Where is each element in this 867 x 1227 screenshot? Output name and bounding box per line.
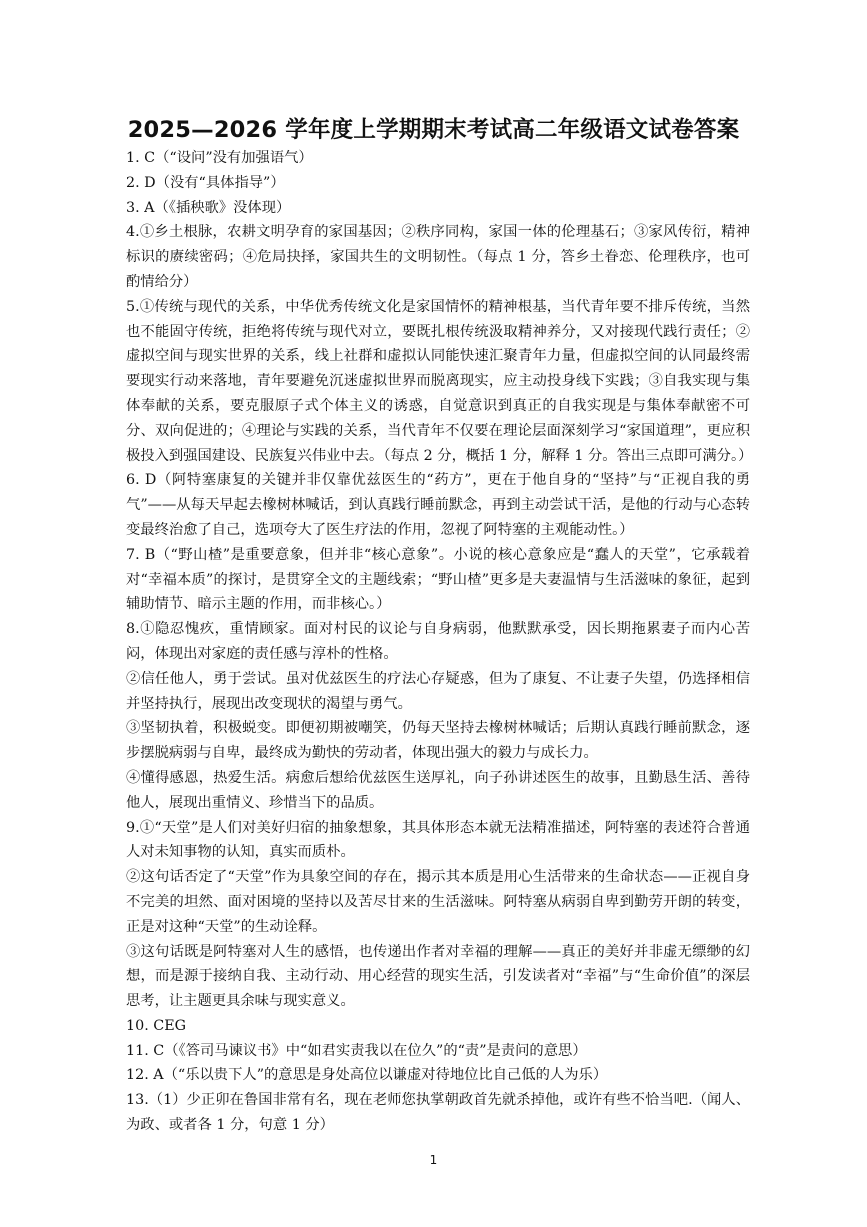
answer-item: 8.①隐忍愧疚，重情顾家。面对村民的议论与自身病弱，他默默承受，因长期拖累妻子而内心苦闷，体现出对家庭的责任感与淳朴的性格。: [126, 621, 750, 662]
answer-item: 7. B（“野山楂”是重要意象，但并非“核心意象”。小说的核心意象应是“蠢人的天堂”，它承载着对“幸福本质”的探讨，是贯穿全文的主题线索；“野山楂”更多是夫妻温情与生活滋味的象征，起到辅助情节、暗示主题的作用，而非核心。）: [126, 546, 750, 613]
answer-item: 6. D（阿特塞康复的关键并非仅靠优兹医生的“药方”，更在于他自身的“坚持”与“正视自我的勇气”——从每天早起去橡树林喊话，到认真践行睡前默念，再到主动尝试干活，是他的行动与心态转变最终治愈了自己，选项夸大了医生疗法的作用，忽视了阿特塞的主观能动性。）: [126, 472, 750, 538]
answer-item: ④懂得感恩，热爱生活。病愈后想给优兹医生送厚礼，向子孙讲述医生的故事，且勤恳生活、善待他人，展现出重情义、珍惜当下的品质。: [126, 769, 750, 811]
answer-item: 4.①乡土根脉，农耕文明孕育的家国基因；②秩序同构，家国一体的伦理基石；③家风传衍，精神标识的赓续密码；④危局抉择，家国共生的文明韧性。（每点 1 分，答乡土眷恋、伦理秩序，也可酌情给分）: [126, 224, 750, 290]
answer-item: 10. CEG: [126, 1017, 187, 1034]
answer-item: 12. A（“乐以贵下人”的意思是身处高位以谦虚对待地位比自己低的人为乐）: [126, 1067, 608, 1084]
answer-item: 13.（1）少正卯在鲁国非常有名，现在老师您执掌朝政首先就杀掉他，或许有些不恰当吧.（闻人、为政、或者各 1 分，句意 1 分）: [126, 1092, 750, 1134]
answer-item: 9.①“天堂”是人们对美好归宿的抽象想象，其具体形态本就无法精准描述，阿特塞的表述符合普通人对未知事物的认知，真实而质朴。: [126, 819, 750, 861]
answer-item: 5.①传统与现代的关系，中华优秀传统文化是家国情怀的精神根基，当代青年要不排斥传统，当然也不能固守传统，拒绝将传统与现代对立，要既扎根传统汲取精神养分，又对接现代践行责任；②虚拟空间与现实世界的关系，线上社群和虚拟认同能快速汇聚青年力量，但虚拟空间的认同最终需要现实行动来落地，青年要避免沉迷虚拟世界而脱离现实，应主动投身线下实践；③自我实现与集体奉献的关系，要克服原子式个体主义的诱惑，自觉意识到真正的自我实现是与集体奉献密不可分、双向促进的；④理论与实践的关系，当代青年不仅要在理论层面深刻学习“家国道理”，更应积极投入到强国建设、民族复兴伟业中去。（每点 2 分，概括 1 分，解释 1 分。答出三点即可满分。）: [126, 298, 753, 464]
page-number: 1: [429, 1153, 438, 1167]
answer-item: ③这句话既是阿特塞对人生的感悟，也传递出作者对幸福的理解——真正的美好并非虚无缥缈的幻想，而是源于接纳自我、主动行动、用心经营的现实生活，引发读者对“幸福”与“生命价值”的深层思考，让主题更具余味与现实意义。: [126, 943, 750, 1010]
answer-body: [126, 146, 753, 1138]
answer-item: 2. D（没有“具体指导”）: [126, 174, 285, 191]
answer-item: 3. A（《插秧歌》没体现）: [126, 199, 291, 216]
answer-item: ③坚韧执着，积极蜕变。即便初期被嘲笑，仍每天坚持去橡树林喊话；后期认真践行睡前默念，逐步摆脱病弱与自卑，最终成为勤快的劳动者，体现出强大的毅力与成长力。: [126, 720, 750, 762]
answer-item: 1. C（“设问”没有加强语气）: [126, 150, 313, 166]
page-title: 2025—2026 学年度上学期期末考试高二年级语文试卷答案: [127, 117, 740, 143]
answer-item: ②这句话否定了“天堂”作为具象空间的存在，揭示其本质是用心生活带来的生命状态——正视自身不完美的坦然、面对困境的坚持以及苦尽甘来的生活滋味。阿特塞从病弱自卑到勤劳开朗的转变，正是对这种“天堂”的生动诠释。: [126, 869, 750, 935]
answer-item: ②信任他人，勇于尝试。虽对优兹医生的疗法心存疑惑，但为了康复、不让妻子失望，仍选择相信并坚持执行，展现出改变现状的渴望与勇气。: [126, 670, 750, 712]
answer-item: 11. C（《答司马谏议书》中“如君实责我以在位久”的“责”是责问的意思）: [126, 1042, 587, 1059]
